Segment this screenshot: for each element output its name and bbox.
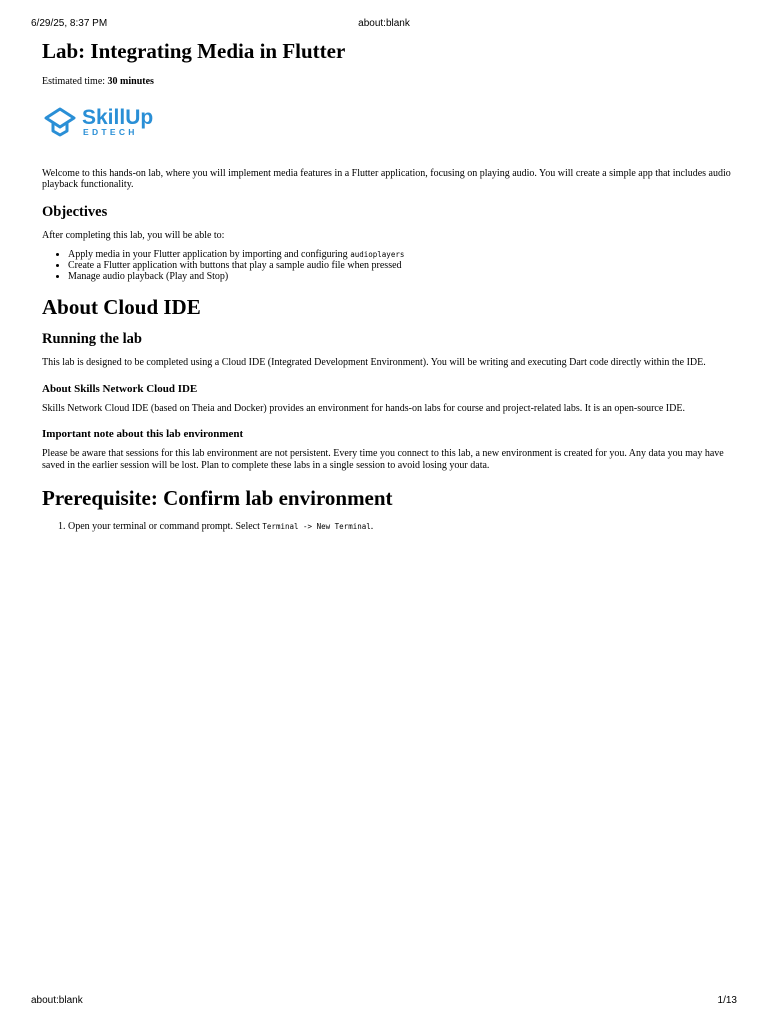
objective-item: • Manage audio playback (Play and Stop) [68, 271, 732, 282]
page-title: Lab: Integrating Media in Flutter [42, 39, 346, 63]
logo-sub: EDTECH [83, 126, 138, 137]
step-1-text: Open your terminal or command prompt. Select [68, 521, 263, 532]
running-lab-text: This lab is designed to be completed using a Cloud IDE (Integrated Development Environment). You will be writing and executing Dart code directly within the IDE. [42, 357, 706, 368]
important-note-text: Please be aware that sessions for this lab environment are not persistent. Every time you connect to this lab, a new environment is created for you. Any data you may have saved in the earlier session will be lost. Plan to complete these labs in a single session to avoid losing your data. [42, 448, 724, 471]
logo-name: SkillUp [82, 105, 154, 129]
skills-network-heading: About Skills Network Cloud IDE [42, 382, 198, 395]
objective-1-text: Apply media in your Flutter application by importing and configuring [68, 249, 351, 260]
objectives-list [42, 249, 732, 282]
step-1-end: . [370, 521, 374, 532]
objective-item: • Create a Flutter application with buttons that play a sample audio file when pressed [68, 260, 732, 271]
skillup-logo [42, 102, 174, 142]
page-number: 1/13 [717, 995, 737, 1006]
objectives-heading: Objectives [42, 203, 108, 220]
objective-item [68, 249, 732, 260]
about-cloud-ide-heading: About Cloud IDE [42, 295, 201, 319]
print-header [31, 17, 737, 31]
skills-network-text: Skills Network Cloud IDE (based on Theia and Docker) provides an environment for hands-on labs for course and project-related labs. It is an open-source IDE. [42, 402, 685, 414]
step-item [68, 521, 732, 532]
objectives-lead: After completing this lab, you will be able to: [42, 229, 225, 241]
document-content [42, 38, 732, 532]
print-footer [31, 994, 737, 1008]
step-1-code: Terminal -> New Terminal [262, 522, 371, 531]
graduation-cap-icon [46, 109, 74, 135]
objective-1-code: audioplayers [350, 250, 405, 259]
running-lab-heading: Running the lab [42, 331, 142, 347]
estimated-label: Estimated time: [42, 76, 108, 87]
prerequisite-steps [42, 521, 732, 532]
print-url: about:blank [358, 18, 410, 29]
footer-url: about:blank [31, 995, 83, 1006]
print-datetime: 6/29/25, 8:37 PM [31, 18, 108, 29]
prerequisite-heading: Prerequisite: Confirm lab environment [42, 486, 393, 510]
estimated-value: 30 minutes [107, 76, 154, 87]
intro-paragraph: Welcome to this hands-on lab, where you will implement media features in a Flutter application, focusing on playing audio. You will create a simple app that includes audio playback functionality. [42, 167, 731, 190]
estimated-time [42, 76, 732, 88]
important-note-heading: Important note about this lab environment [42, 428, 244, 440]
